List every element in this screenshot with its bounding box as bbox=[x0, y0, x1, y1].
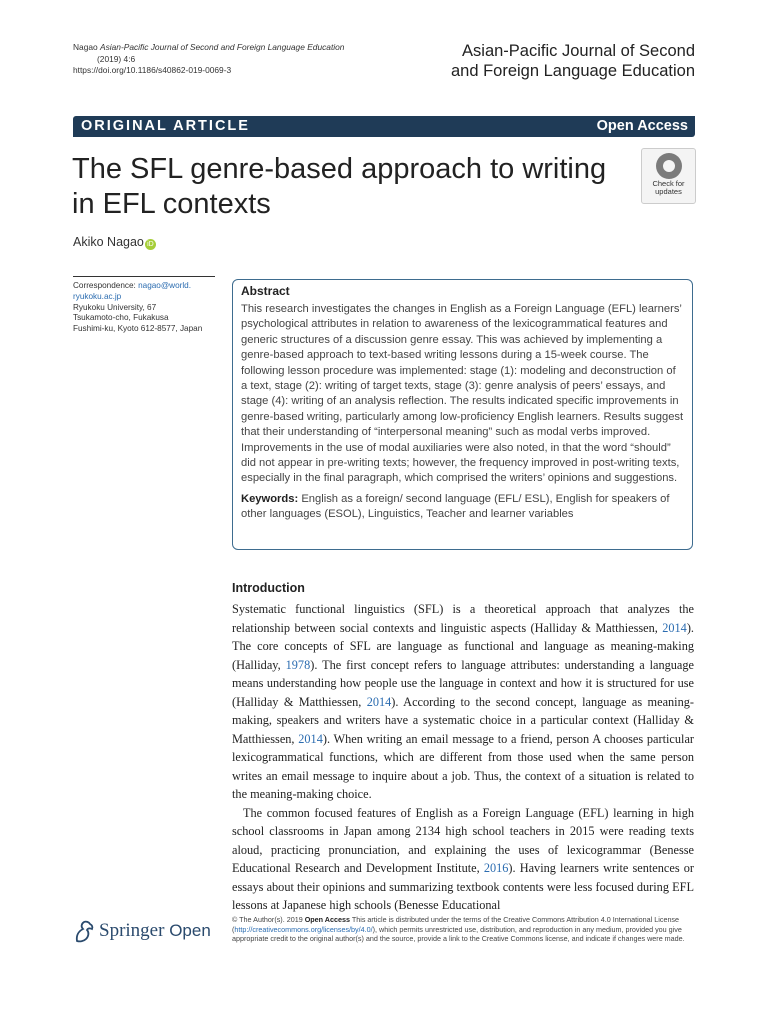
citation-link[interactable]: 2014 bbox=[662, 620, 687, 635]
author-name: Akiko Nagao bbox=[73, 235, 144, 249]
section-heading-introduction: Introduction bbox=[232, 581, 305, 595]
affiliation-line2: Tsukamoto-cho, Fukakusa bbox=[73, 313, 169, 323]
article-type-banner bbox=[73, 116, 695, 137]
author-line bbox=[73, 235, 156, 250]
citation-link[interactable]: 2014 bbox=[298, 731, 323, 746]
license-link[interactable]: http://creativecommons.org/licenses/by/4.0/ bbox=[234, 924, 373, 934]
article-type: ORIGINAL ARTICLE bbox=[81, 118, 250, 134]
open-access-bold: Open Access bbox=[304, 915, 350, 924]
citation-author: Nagao bbox=[73, 42, 98, 52]
orcid-icon[interactable]: iD bbox=[145, 239, 156, 250]
text-run: ). According to the second concept, language as meaning-making, speakers and writers have a systematic choice in a particular context (Halliday & Matthiessen, bbox=[232, 694, 694, 746]
article-title: The SFL genre-based approach to writing in EFL contexts bbox=[72, 153, 607, 220]
email-link-part2[interactable]: ryukoku.ac.jp bbox=[73, 291, 122, 301]
open-access-label: Open Access bbox=[596, 118, 688, 134]
badge-line2: updates bbox=[655, 187, 682, 196]
text-run: ). The core concepts of SFL are language as functional and language as meaning-making (Halliday, bbox=[232, 620, 694, 672]
publisher-name bbox=[99, 920, 211, 942]
doi-link[interactable]: https://doi.org/10.1186/s40862-019-0069-3 bbox=[73, 65, 232, 76]
publisher-name-main: Springer bbox=[99, 920, 165, 941]
text-run: ). The first concept refers to language attributes: understanding a language means understanding how people use the language in context and how it is structured for use (Halliday & Matthiessen, bbox=[232, 657, 694, 709]
text-run: The common focused features of English as a Foreign Language (EFL) learning in high school classrooms in Japan among 2134 high school teachers in 2015 were reading texts aloud, practicing pronunciation, and explaining the uses of lexicogrammar (Benesse Educational Research and Development Institute, bbox=[232, 805, 694, 875]
citation-journal: Asian-Pacific Journal of Second and Foreign Language Education bbox=[100, 42, 345, 52]
abstract-heading: Abstract bbox=[241, 284, 290, 298]
divider bbox=[73, 276, 215, 277]
keywords-label: Keywords: bbox=[241, 492, 299, 505]
check-for-updates-badge[interactable] bbox=[641, 148, 696, 204]
citation-link[interactable]: 2014 bbox=[366, 694, 392, 709]
citation-link[interactable]: 2016 bbox=[483, 861, 509, 875]
affiliation-line3: Fushimi-ku, Kyoto 612-8577, Japan bbox=[73, 324, 203, 334]
keywords bbox=[241, 492, 684, 523]
publisher-name-suffix: Open bbox=[169, 921, 211, 940]
text-run: © The Author(s). 2019 bbox=[232, 915, 305, 924]
correspondence-block bbox=[73, 281, 223, 335]
keywords-text: English as a foreign/ second language (EFL/ ESL), English for speakers of other languages (ESOL), Linguistics, Teacher and learner variables bbox=[241, 492, 670, 521]
paragraph-1 bbox=[232, 600, 694, 804]
abstract-text: This research investigates the changes in English as a Foreign Language (EFL) learners’ psychological attributes in relation to awareness of the lexicogrammatical features and generic structures of a discussion genre essay. This was achieved by implementing a genre-based approach to text-based writing lessons during a 15-week course. The following lesson procedure was implemented: stage (1): modeling and deconstruction of a text, stage (2): writing of target texts, stage (3): genre analysis of peers’ essays, and stage (4): writing of an analysis reflection. The results indicated specific improvements in genre-based writing, particularly among low-proficiency English learners. Results suggest that their understanding of “interpersonal meaning” such as modal verbs improved. Improvements in the use of modal auxiliaries were also noted, in that the word “should” did not appear in pre-writing texts; however, the frequency improved in post-writing texts, especially in the final paragraph, which comprised the writers’ opinions and suggestions. bbox=[241, 303, 684, 485]
body-text bbox=[232, 600, 694, 915]
citation-link[interactable]: 1978 bbox=[285, 657, 311, 672]
license-text bbox=[232, 915, 694, 944]
correspondence-label: Correspondence: bbox=[73, 281, 136, 290]
text-run: This article is distributed under the terms of the Creative Commons Attribution 4.0 International License ( bbox=[232, 915, 680, 934]
citation-volume: (2019) 4:6 bbox=[97, 53, 136, 64]
paragraph-2 bbox=[232, 804, 694, 915]
journal-title-line2: and Foreign Language Education bbox=[450, 62, 695, 80]
citation-block bbox=[73, 42, 344, 77]
badge-line1: Check for bbox=[652, 179, 685, 188]
text-run: ). When writing an email message to a friend, person A chooses particular lexicogrammatical functions, which are different from those used when the same person writes an email message to inquire about a job. Thus, the context of a situation is related to the meaning-making choice. bbox=[232, 731, 694, 801]
abstract-box bbox=[232, 279, 693, 550]
affiliation-line1: Ryukoku University, 67 bbox=[73, 302, 157, 312]
text-run: Systematic functional linguistics (SFL) is a theoretical approach that analyzes the relationship between social contexts and linguistic aspects (Halliday & Matthiessen, bbox=[232, 602, 694, 635]
journal-title bbox=[451, 41, 695, 81]
springer-horse-icon bbox=[73, 919, 95, 943]
email-link-part1[interactable]: nagao@world. bbox=[138, 281, 192, 290]
journal-title-line1: Asian-Pacific Journal of Second bbox=[462, 42, 695, 60]
text-run: ), which permits unrestricted use, distribution, and reproduction in any medium, provided you give appropriate credit to the original author(s) and the source, provide a link to the Creative Commons license, and indicate if changes were made. bbox=[232, 924, 685, 944]
text-run: ). Having learners write sentences or essays about their opinions and summarizing textbook contents were less focused during EFL lessons at Japanese high schools (Benesse Educational bbox=[232, 861, 694, 912]
crossmark-icon bbox=[656, 153, 682, 179]
